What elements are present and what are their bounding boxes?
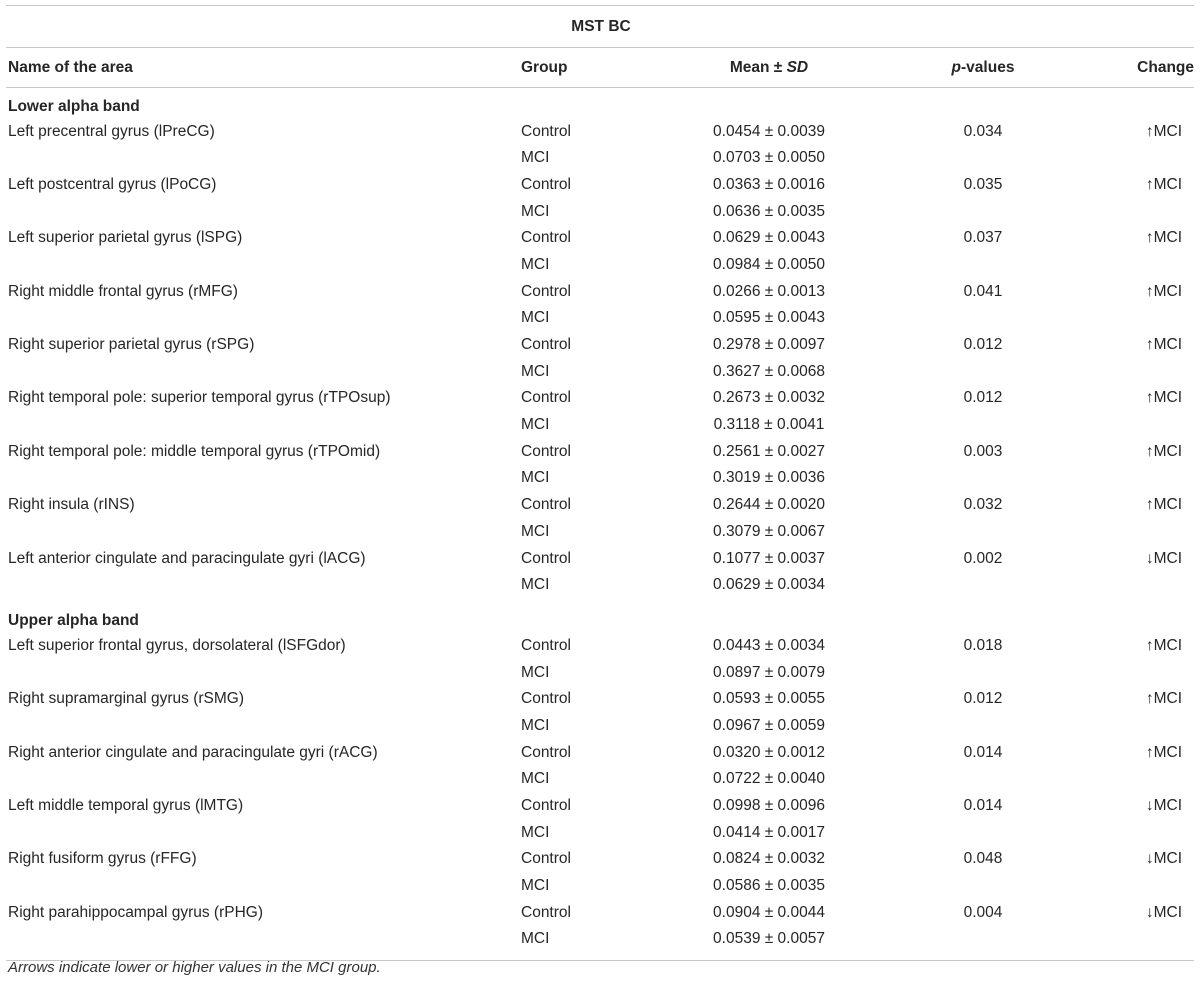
change-empty bbox=[1082, 468, 1194, 495]
mean-cell: 0.0593 ± 0.0055 bbox=[713, 690, 825, 708]
change-empty bbox=[1082, 716, 1194, 743]
group-cell: Control bbox=[521, 122, 571, 140]
header-p-prefix: p bbox=[951, 58, 962, 76]
change-empty bbox=[1082, 255, 1194, 282]
table-row bbox=[6, 388, 1194, 415]
p-value-empty bbox=[882, 468, 1082, 495]
mean-cell: 0.0266 ± 0.0013 bbox=[713, 282, 825, 300]
mean-cell: 0.0636 ± 0.0035 bbox=[713, 202, 825, 220]
group-cell: Control bbox=[521, 389, 571, 407]
area-name-empty bbox=[6, 522, 514, 549]
group-cell: Control bbox=[521, 743, 571, 761]
mean-cell: 0.0539 ± 0.0057 bbox=[654, 929, 882, 960]
p-value-empty bbox=[882, 255, 1082, 282]
table-row bbox=[6, 255, 1194, 282]
group-cell: Control bbox=[521, 496, 571, 514]
mean-cell: 0.0586 ± 0.0035 bbox=[713, 877, 825, 895]
group-cell: Control bbox=[521, 903, 571, 921]
table-row bbox=[6, 549, 1194, 576]
area-name-empty bbox=[6, 468, 514, 495]
mean-cell: 0.0897 ± 0.0079 bbox=[713, 663, 825, 681]
mean-cell: 0.0998 ± 0.0096 bbox=[713, 797, 825, 814]
p-value-cell: 0.014 bbox=[963, 743, 1003, 761]
mean-cell: 0.3627 ± 0.0068 bbox=[713, 362, 825, 380]
group-cell: Control bbox=[521, 229, 571, 247]
group-cell: MCI bbox=[521, 362, 550, 380]
change-empty bbox=[1082, 575, 1194, 602]
table-row bbox=[6, 148, 1194, 175]
p-value-empty bbox=[882, 308, 1082, 335]
table-row bbox=[6, 175, 1194, 202]
group-cell: MCI bbox=[521, 469, 550, 487]
group-cell: MCI bbox=[521, 716, 550, 734]
section-label: Lower alpha band bbox=[8, 98, 140, 115]
change-cell: ↑MCI bbox=[1145, 282, 1183, 300]
header-group: Group bbox=[514, 48, 654, 88]
table-footnote: Arrows indicate lower or higher values in the MCI group. bbox=[8, 959, 381, 976]
change-empty bbox=[1082, 415, 1194, 442]
p-value-cell: 0.004 bbox=[963, 903, 1003, 921]
group-cell: Control bbox=[521, 282, 571, 300]
header-name: Name of the area bbox=[6, 48, 514, 88]
group-cell: Control bbox=[521, 442, 571, 460]
group-cell: Control bbox=[521, 797, 571, 814]
area-name-empty bbox=[6, 202, 514, 229]
mean-cell: 0.0320 ± 0.0012 bbox=[713, 743, 825, 761]
table-row bbox=[6, 442, 1194, 469]
change-cell: ↑MCI bbox=[1145, 442, 1183, 460]
change-empty bbox=[1082, 362, 1194, 389]
table-row bbox=[6, 575, 1194, 602]
table-row bbox=[6, 202, 1194, 229]
mean-cell: 0.0629 ± 0.0034 bbox=[713, 576, 825, 594]
change-cell: ↑MCI bbox=[1145, 389, 1183, 407]
table-row bbox=[6, 716, 1194, 743]
section-row bbox=[6, 602, 1194, 636]
change-cell: ↓MCI bbox=[1145, 850, 1183, 868]
area-name: Left middle temporal gyrus (lMTG) bbox=[8, 797, 244, 814]
table-row bbox=[6, 308, 1194, 335]
group-cell: Control bbox=[521, 850, 571, 868]
area-name-empty bbox=[6, 415, 514, 442]
p-value-empty bbox=[882, 876, 1082, 903]
p-value-cell: 0.035 bbox=[963, 175, 1003, 193]
change-cell: ↑MCI bbox=[1145, 336, 1183, 353]
table-row bbox=[6, 689, 1194, 716]
change-cell: ↑MCI bbox=[1145, 229, 1183, 247]
area-name: Left superior parietal gyrus (lSPG) bbox=[8, 229, 243, 247]
area-name-empty bbox=[6, 716, 514, 743]
p-value-empty bbox=[882, 823, 1082, 850]
table-title-row bbox=[6, 6, 1194, 48]
group-cell: MCI bbox=[521, 202, 550, 220]
area-name: Right temporal pole: middle temporal gyrus (rTPOmid) bbox=[8, 442, 381, 460]
change-empty bbox=[1082, 308, 1194, 335]
group-cell: Control bbox=[521, 690, 571, 708]
area-name-empty bbox=[6, 929, 514, 960]
area-name: Right temporal pole: superior temporal gyrus (rTPOsup) bbox=[8, 389, 391, 407]
mean-cell: 0.0904 ± 0.0044 bbox=[713, 903, 825, 921]
mean-cell: 0.0443 ± 0.0034 bbox=[713, 636, 825, 654]
table-row bbox=[6, 495, 1194, 522]
table-row bbox=[6, 876, 1194, 903]
change-cell: ↓MCI bbox=[1145, 797, 1183, 814]
mean-cell: 0.0824 ± 0.0032 bbox=[713, 850, 825, 868]
area-name-empty bbox=[6, 575, 514, 602]
area-name: Left anterior cingulate and paracingulate gyri (lACG) bbox=[8, 549, 366, 567]
group-cell: MCI bbox=[521, 149, 550, 167]
area-name-empty bbox=[6, 148, 514, 175]
table-title: MST BC bbox=[6, 6, 1194, 48]
area-name-empty bbox=[6, 308, 514, 335]
group-cell: Control bbox=[521, 175, 571, 193]
group-cell: MCI bbox=[521, 877, 550, 895]
change-cell: ↑MCI bbox=[1145, 690, 1183, 708]
p-value-empty bbox=[882, 929, 1082, 960]
group-cell: MCI bbox=[521, 522, 550, 540]
mean-cell: 0.0984 ± 0.0050 bbox=[713, 255, 825, 273]
table-row bbox=[6, 335, 1194, 362]
p-value-cell: 0.012 bbox=[963, 336, 1003, 353]
p-value-cell: 0.012 bbox=[963, 389, 1003, 407]
p-value-cell: 0.002 bbox=[963, 549, 1003, 567]
section-row bbox=[6, 88, 1194, 122]
change-cell: ↑MCI bbox=[1145, 743, 1183, 761]
table-row bbox=[6, 228, 1194, 255]
group-cell: Control bbox=[521, 549, 571, 567]
p-value-empty bbox=[882, 362, 1082, 389]
table-row bbox=[6, 796, 1194, 823]
header-change: Change bbox=[1082, 48, 1194, 88]
table-row bbox=[6, 823, 1194, 850]
change-empty bbox=[1082, 522, 1194, 549]
area-name-empty bbox=[6, 823, 514, 850]
p-value-cell: 0.041 bbox=[963, 282, 1003, 300]
p-value-cell: 0.032 bbox=[963, 496, 1003, 514]
area-name: Right middle frontal gyrus (rMFG) bbox=[8, 282, 238, 300]
area-name: Right anterior cingulate and paracingulate gyri (rACG) bbox=[8, 743, 378, 761]
p-value-empty bbox=[882, 663, 1082, 690]
change-empty bbox=[1082, 929, 1194, 960]
mean-cell: 0.0629 ± 0.0043 bbox=[713, 229, 825, 247]
p-value-cell: 0.014 bbox=[963, 797, 1003, 814]
p-value-cell: 0.003 bbox=[963, 442, 1003, 460]
change-empty bbox=[1082, 769, 1194, 796]
table-body bbox=[6, 88, 1194, 961]
table-row bbox=[6, 849, 1194, 876]
change-empty bbox=[1082, 202, 1194, 229]
mean-cell: 0.0967 ± 0.0059 bbox=[713, 716, 825, 734]
table-header-row bbox=[6, 48, 1194, 88]
change-cell: ↓MCI bbox=[1145, 549, 1183, 567]
table-row bbox=[6, 769, 1194, 796]
p-value-cell: 0.048 bbox=[963, 850, 1003, 868]
table-row bbox=[6, 522, 1194, 549]
group-cell: MCI bbox=[521, 823, 550, 841]
header-p-suffix: -values bbox=[961, 58, 1015, 76]
area-name-empty bbox=[6, 663, 514, 690]
table-row bbox=[6, 362, 1194, 389]
area-name: Right parahippocampal gyrus (rPHG) bbox=[8, 903, 263, 921]
group-cell: MCI bbox=[521, 255, 550, 273]
change-cell: ↑MCI bbox=[1145, 175, 1183, 193]
p-value-empty bbox=[882, 716, 1082, 743]
header-p-values bbox=[882, 48, 1082, 88]
group-cell: Control bbox=[521, 636, 571, 654]
group-cell: MCI bbox=[521, 663, 550, 681]
change-cell: ↑MCI bbox=[1145, 496, 1183, 514]
p-value-cell: 0.037 bbox=[963, 229, 1003, 247]
group-cell: MCI bbox=[521, 576, 550, 594]
p-value-empty bbox=[882, 415, 1082, 442]
mean-cell: 0.3019 ± 0.0036 bbox=[713, 469, 825, 487]
group-cell: Control bbox=[521, 336, 571, 353]
mean-cell: 0.2978 ± 0.0097 bbox=[713, 336, 825, 353]
mean-cell: 0.0703 ± 0.0050 bbox=[713, 149, 825, 167]
area-name: Right superior parietal gyrus (rSPG) bbox=[8, 336, 255, 353]
area-name: Right insula (rINS) bbox=[8, 496, 135, 514]
header-mean bbox=[654, 48, 882, 88]
table-row bbox=[6, 282, 1194, 309]
change-cell: ↑MCI bbox=[1145, 636, 1183, 654]
area-name: Left superior frontal gyrus, dorsolateral (lSFGdor) bbox=[8, 636, 346, 654]
change-empty bbox=[1082, 876, 1194, 903]
table-row bbox=[6, 663, 1194, 690]
p-value-cell: 0.034 bbox=[963, 122, 1003, 140]
table-row bbox=[6, 415, 1194, 442]
change-cell: ↑MCI bbox=[1145, 122, 1183, 140]
mean-cell: 0.0454 ± 0.0039 bbox=[713, 122, 825, 140]
mean-cell: 0.0414 ± 0.0017 bbox=[713, 823, 825, 841]
table-row bbox=[6, 743, 1194, 770]
header-mean-prefix: Mean ± bbox=[729, 58, 787, 76]
table-row bbox=[6, 122, 1194, 149]
mean-cell: 0.2644 ± 0.0020 bbox=[713, 496, 825, 514]
mean-cell: 0.2673 ± 0.0032 bbox=[713, 389, 825, 407]
p-value-empty bbox=[882, 148, 1082, 175]
table-row bbox=[6, 903, 1194, 930]
area-name: Left precentral gyrus (lPreCG) bbox=[8, 122, 215, 140]
change-empty bbox=[1082, 663, 1194, 690]
group-cell: MCI bbox=[521, 416, 550, 434]
area-name: Left postcentral gyrus (lPoCG) bbox=[8, 175, 217, 193]
p-value-empty bbox=[882, 769, 1082, 796]
group-cell: MCI bbox=[521, 770, 550, 788]
mean-cell: 0.3118 ± 0.0041 bbox=[713, 416, 825, 434]
table-row bbox=[6, 929, 1194, 960]
group-cell: MCI bbox=[521, 309, 550, 327]
p-value-empty bbox=[882, 575, 1082, 602]
mean-cell: 0.1077 ± 0.0037 bbox=[713, 549, 825, 567]
change-cell: ↓MCI bbox=[1145, 903, 1183, 921]
area-name-empty bbox=[6, 876, 514, 903]
mean-cell: 0.0363 ± 0.0016 bbox=[713, 175, 825, 193]
area-name-empty bbox=[6, 362, 514, 389]
group-cell: MCI bbox=[514, 929, 654, 960]
mean-cell: 0.0722 ± 0.0040 bbox=[713, 770, 825, 788]
area-name: Right fusiform gyrus (rFFG) bbox=[8, 850, 197, 868]
p-value-cell: 0.012 bbox=[963, 690, 1003, 708]
mean-cell: 0.3079 ± 0.0067 bbox=[713, 522, 825, 540]
section-label: Upper alpha band bbox=[8, 611, 139, 629]
mean-cell: 0.2561 ± 0.0027 bbox=[713, 442, 825, 460]
change-empty bbox=[1082, 823, 1194, 850]
header-mean-sd: SD bbox=[786, 58, 809, 76]
mean-cell: 0.0595 ± 0.0043 bbox=[713, 309, 825, 327]
table-row bbox=[6, 468, 1194, 495]
area-name-empty bbox=[6, 769, 514, 796]
table-row bbox=[6, 636, 1194, 663]
p-value-empty bbox=[882, 522, 1082, 549]
mst-bc-table bbox=[6, 5, 1194, 961]
p-value-empty bbox=[882, 202, 1082, 229]
area-name: Right supramarginal gyrus (rSMG) bbox=[8, 690, 245, 708]
p-value-cell: 0.018 bbox=[963, 636, 1003, 654]
change-empty bbox=[1082, 148, 1194, 175]
area-name-empty bbox=[6, 255, 514, 282]
